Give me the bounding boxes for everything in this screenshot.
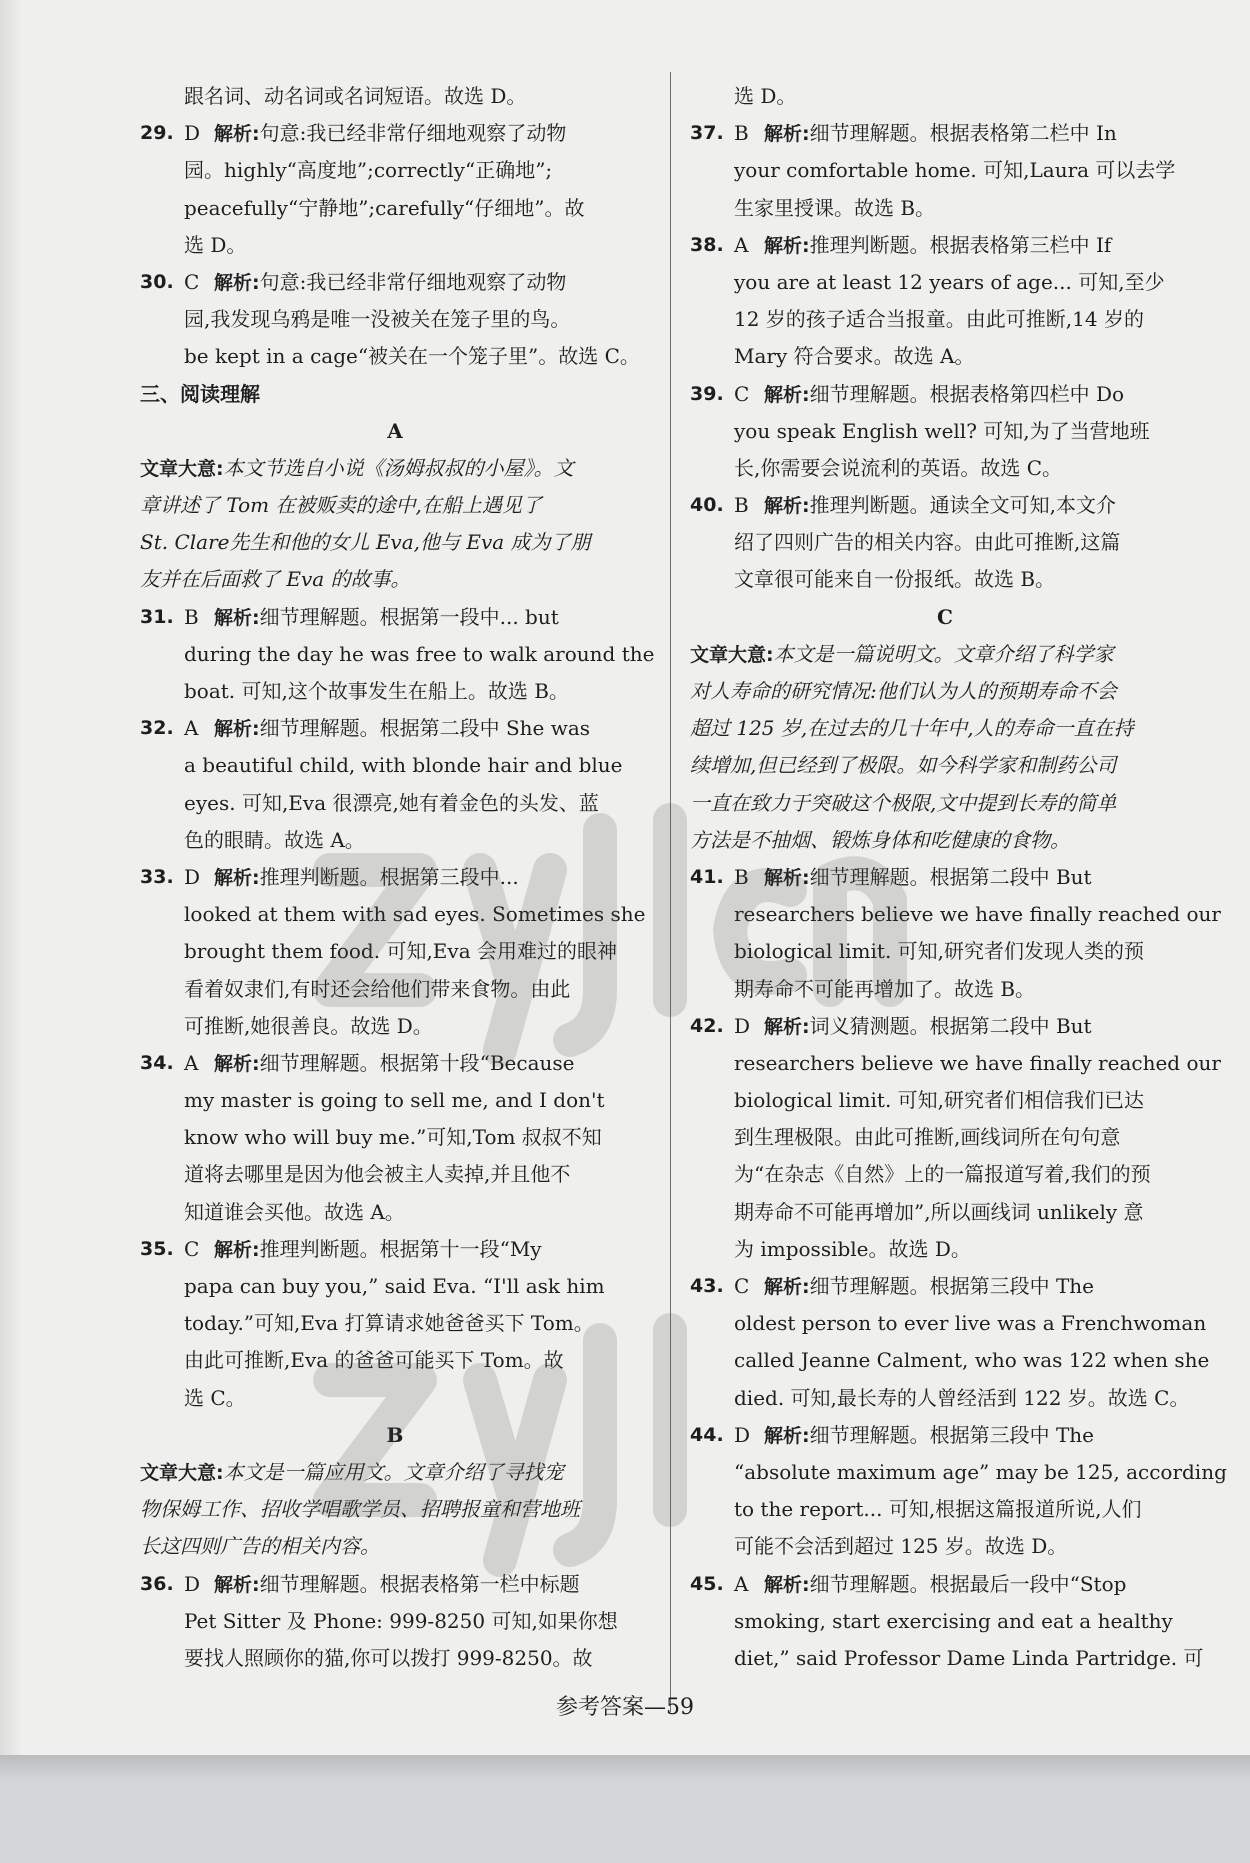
left-column: [140, 78, 655, 1677]
scan-shadow: [0, 1755, 1250, 1781]
answer-letter: A: [734, 1571, 749, 1596]
summary-line: 友并在后面救了 Eva 的故事。: [140, 567, 411, 592]
answer-41: [690, 859, 1221, 1008]
analysis-label: 解析:: [764, 866, 810, 889]
explanation-line: be kept in a cage“被关在一个笼子里”。故选 C。: [184, 344, 640, 369]
explanation-line: 要找人照顾你的猫,你可以拨打 999-8250。故: [184, 1645, 593, 1670]
summary-line: 超过 125 岁,在过去的几十年中,人的寿命一直在持: [690, 716, 1134, 741]
explanation-line: diet,” said Professor Dame Linda Partridge. 可: [734, 1645, 1204, 1670]
question-number: 31.: [140, 605, 174, 628]
summary-line: 对人寿命的研究情况:他们认为人的预期寿命不会: [690, 679, 1117, 703]
explanation-line: 期寿命不可能再增加了。故选 B。: [734, 976, 1036, 1001]
analysis-label: 解析:: [214, 1573, 260, 1596]
question-number: 42.: [690, 1014, 724, 1037]
answer-34: [140, 1045, 650, 1231]
explanation-line: during the day he was free to walk around the: [184, 641, 655, 666]
explanation-line: boat. 可知,这个故事发生在船上。故选 B。: [184, 679, 569, 703]
summary-line: 物保姆工作、招收学唱歌学员、招聘报童和营地班: [140, 1497, 580, 1522]
summary-line: 本文是一篇应用文。文章介绍了寻找宠: [223, 1459, 564, 1484]
explanation-line: researchers believe we have finally reached our: [734, 1050, 1221, 1075]
explanation-line: papa can buy you,” said Eva. “I'll ask him: [184, 1274, 605, 1298]
explanation-line: 看着奴隶们,有时还会给他们带来食物。由此: [184, 976, 571, 1001]
explanation-line: 期寿命不可能再增加”,所以画线词 unlikely 意: [734, 1199, 1144, 1224]
answer-letter: C: [734, 381, 750, 406]
summary-line: 本文节选自小说《汤姆叔叔的小屋》。文: [223, 455, 574, 480]
analysis-label: 解析:: [764, 1424, 810, 1447]
summary-line: 续增加,但已经到了极限。如今科学家和制药公司: [690, 753, 1117, 778]
answer-40: [690, 487, 1200, 599]
question-number: 40.: [690, 494, 724, 517]
explanation-line: “absolute maximum age” may be 125, according: [734, 1459, 1227, 1484]
explanation-line: 选 C。: [184, 1385, 246, 1410]
question-number: 45.: [690, 1572, 724, 1595]
explanation-line: Pet Sitter 及 Phone: 999-8250 可知,如果你想: [184, 1608, 618, 1633]
question-number: 30.: [140, 270, 174, 293]
explanation-line: 推理判断题。通读全文可知,本文介: [809, 493, 1116, 518]
question-number: 32.: [140, 717, 174, 740]
explanation-line: smoking, start exercising and eat a healthy: [734, 1608, 1173, 1633]
explanation-line: brought them food. 可知,Eva 会用难过的眼神: [184, 939, 617, 964]
question-number: 37.: [690, 122, 724, 145]
answer-letter: B: [734, 864, 749, 889]
explanation-line: 知道谁会买他。故选 A。: [184, 1199, 405, 1224]
explanation-line: know who will buy me.”可知,Tom 叔叔不知: [184, 1125, 602, 1150]
summary-line: 一直在致力于突破这个极限,文中提到长寿的简单: [690, 790, 1117, 815]
explanation-line: 细节理解题。根据第三段中 The: [809, 1422, 1095, 1447]
section-heading: 三、阅读理解: [140, 381, 260, 406]
answer-45: [690, 1566, 1204, 1678]
explanation-line: 道将去哪里是因为他会被主人卖掉,并且他不: [184, 1162, 571, 1187]
explanation-line: 细节理解题。根据第一段中... but: [259, 604, 559, 629]
analysis-label: 解析:: [214, 271, 260, 294]
answer-letter: D: [184, 1571, 201, 1596]
page-edge: [0, 0, 22, 1762]
explanation-line: 可能不会活到超过 125 岁。故选 D。: [734, 1534, 1068, 1559]
explanation-line: 细节理解题。根据表格第一栏中标题: [259, 1571, 580, 1596]
answer-letter: A: [734, 232, 749, 257]
summary-line: 本文是一篇说明文。文章介绍了科学家: [773, 641, 1114, 666]
explanation-line: my master is going to sell me, and I don't: [184, 1088, 605, 1113]
answer-35: [140, 1231, 650, 1417]
right-column: [690, 78, 1227, 1677]
analysis-label: 解析:: [764, 123, 810, 146]
explanation-line: biological limit. 可知,研究者们相信我们已达: [734, 1088, 1145, 1113]
question-number: 44.: [690, 1423, 724, 1446]
explanation-line: 细节理解题。根据第二段中 She was: [259, 716, 591, 741]
explanation-line: 细节理解题。根据表格第二栏中 In: [809, 121, 1117, 146]
answer-44: [690, 1417, 1227, 1566]
explanation-line: 园,我发现乌鸦是唯一没被关在笼子里的鸟。: [184, 307, 571, 332]
part-heading-c: C: [937, 604, 953, 629]
answer-letter: D: [734, 1013, 751, 1038]
explanation-line: 文章很可能来自一份报纸。故选 B。: [734, 567, 1056, 592]
part-heading-b: B: [386, 1422, 404, 1447]
explanation-line: you are at least 12 years of age... 可知,至少: [734, 269, 1165, 294]
analysis-label: 解析:: [214, 123, 260, 146]
answer-31: [140, 599, 655, 711]
explanation-line: researchers believe we have finally reached our: [734, 902, 1221, 927]
explanation-line: 由此可推断,Eva 的爸爸可能买下 Tom。故: [184, 1348, 564, 1373]
explanation-line: 为“在杂志《自然》上的一篇报道写着,我们的预: [734, 1162, 1151, 1187]
answer-letter: D: [734, 1422, 751, 1447]
explanation-line: 细节理解题。根据第三段中 The: [809, 1274, 1095, 1298]
explanation-line: 推理判断题。根据表格第三栏中 If: [809, 232, 1112, 257]
explanation-line: 长,你需要会说流利的英语。故选 C。: [734, 455, 1063, 480]
explanation-line: 色的眼睛。故选 A。: [184, 827, 365, 852]
part-heading-a: A: [387, 418, 403, 443]
column-divider: [670, 72, 671, 1712]
explanation-line: 12 岁的孩子适合当报童。由此可推断,14 岁的: [734, 307, 1144, 332]
explanation-line: 为 impossible。故选 D。: [734, 1236, 971, 1261]
question-number: 36.: [140, 1572, 174, 1595]
explanation-line: 选 D。: [184, 232, 247, 257]
answer-letter: C: [184, 269, 200, 294]
question-number: 41.: [690, 865, 724, 888]
explanation-line: 绍了四则广告的相关内容。由此可推断,这篇: [734, 530, 1121, 555]
answer-letter: B: [734, 493, 749, 518]
explanation-line: 推理判断题。根据第三段中...: [259, 864, 519, 889]
answer-letter: B: [734, 121, 749, 146]
analysis-label: 解析:: [764, 234, 810, 257]
explanation-line: today.”可知,Eva 打算请求她爸爸买下 Tom。: [184, 1311, 594, 1336]
question-number: 43.: [690, 1275, 724, 1297]
explanation-line: died. 可知,最长寿的人曾经活到 122 岁。故选 C。: [734, 1385, 1190, 1410]
summary-a: [140, 450, 650, 599]
answer-letter: D: [184, 864, 201, 889]
page-footer: 参考答案—59: [556, 1695, 694, 1720]
explanation-line: 词义猜测题。根据第二段中 But: [809, 1013, 1092, 1038]
explanation-line: a beautiful child, with blonde hair and blue: [184, 753, 623, 778]
explanation-line: 细节理解题。根据表格第四栏中 Do: [809, 381, 1125, 406]
analysis-label: 解析:: [764, 1015, 810, 1038]
answer-letter: A: [184, 1050, 199, 1075]
explanation-line: oldest person to ever live was a Frenchwoman: [734, 1311, 1207, 1336]
answer-letter: B: [184, 604, 199, 629]
explanation-line: 细节理解题。根据第十段“Because: [259, 1050, 575, 1075]
answer-37: [690, 115, 1200, 227]
question-number: 39.: [690, 382, 724, 405]
answer-33: [140, 859, 650, 1045]
explanation-line: 生家里授课。故选 B。: [734, 195, 936, 220]
explanation-line: biological limit. 可知,研究者们发现人类的预: [734, 939, 1145, 964]
answer-42: [690, 1008, 1221, 1268]
summary-line: St. Clare先生和他的女儿 Eva,他与 Eva 成为了朋: [140, 530, 591, 555]
analysis-label: 解析:: [214, 718, 260, 741]
summary-label: 文章大意:: [140, 1461, 224, 1484]
question-number: 33.: [140, 865, 174, 888]
summary-line: 方法是不抽烟、锻炼身体和吃健康的食物。: [690, 827, 1070, 852]
summary-label: 文章大意:: [140, 457, 224, 480]
explanation-line: your comfortable home. 可知,Laura 可以去学: [734, 158, 1176, 183]
analysis-label: 解析:: [764, 1573, 810, 1596]
question-number: 38.: [690, 233, 724, 256]
answer-letter: C: [184, 1236, 200, 1261]
explanation-line: 句意:我已经非常仔细地观察了动物: [259, 269, 567, 294]
explanation-line: 句意:我已经非常仔细地观察了动物: [259, 121, 567, 146]
explanation-line: 园。highly“高度地”;correctly“正确地”;: [184, 158, 553, 183]
answer-36: [140, 1566, 650, 1678]
summary-label: 文章大意:: [690, 643, 774, 666]
answer-letter: D: [184, 121, 201, 146]
summary-line: 长这四则广告的相关内容。: [140, 1534, 380, 1559]
summary-c: [690, 636, 1200, 859]
analysis-label: 解析:: [764, 383, 810, 406]
explanation-line: 推理判断题。根据第十一段“My: [259, 1236, 542, 1261]
answer-29: [140, 115, 650, 264]
explanation-line: to the report... 可知,根据这篇报道所说,人们: [734, 1497, 1142, 1522]
question-number: 29.: [140, 122, 174, 145]
analysis-label: 解析:: [764, 1276, 810, 1298]
question-number: 35.: [140, 1237, 174, 1260]
explanation-line: you speak English well? 可知,为了当营地班: [734, 418, 1150, 443]
explanation-line: 可推断,她很善良。故选 D。: [184, 1013, 433, 1038]
analysis-label: 解析:: [214, 1238, 260, 1261]
analysis-label: 解析:: [214, 1052, 260, 1075]
answer-43: [690, 1268, 1210, 1417]
explanation-line: 细节理解题。根据最后一段中“Stop: [809, 1571, 1127, 1596]
analysis-label: 解析:: [764, 495, 810, 518]
answer-32: [140, 710, 650, 859]
explanation-line: looked at them with sad eyes. Sometimes she: [184, 902, 646, 927]
explanation-line: eyes. 可知,Eva 很漂亮,她有着金色的头发、蓝: [184, 790, 599, 815]
answer-39: [690, 376, 1200, 488]
question-number: 34.: [140, 1051, 174, 1074]
explanation-line: 细节理解题。根据第二段中 But: [809, 864, 1092, 889]
answer-letter: A: [184, 716, 199, 741]
answer-38: [690, 227, 1200, 376]
explanation-line: called Jeanne Calment, who was 122 when she: [734, 1348, 1210, 1373]
answer-30: [140, 264, 650, 376]
continued-line: 选 D。: [734, 84, 797, 108]
explanation-line: peacefully“宁静地”;carefully“仔细地”。故: [184, 195, 585, 220]
analysis-label: 解析:: [214, 866, 260, 889]
summary-b: [140, 1454, 650, 1566]
analysis-label: 解析:: [214, 606, 260, 629]
explanation-line: Mary 符合要求。故选 A。: [734, 344, 975, 369]
answer-letter: C: [734, 1274, 750, 1298]
explanation-line: 到生理极限。由此可推断,画线词所在句句意: [734, 1125, 1121, 1150]
summary-line: 章讲述了 Tom 在被贩卖的途中,在船上遇见了: [140, 493, 542, 518]
continued-line: 跟名词、动名词或名词短语。故选 D。: [184, 84, 527, 108]
